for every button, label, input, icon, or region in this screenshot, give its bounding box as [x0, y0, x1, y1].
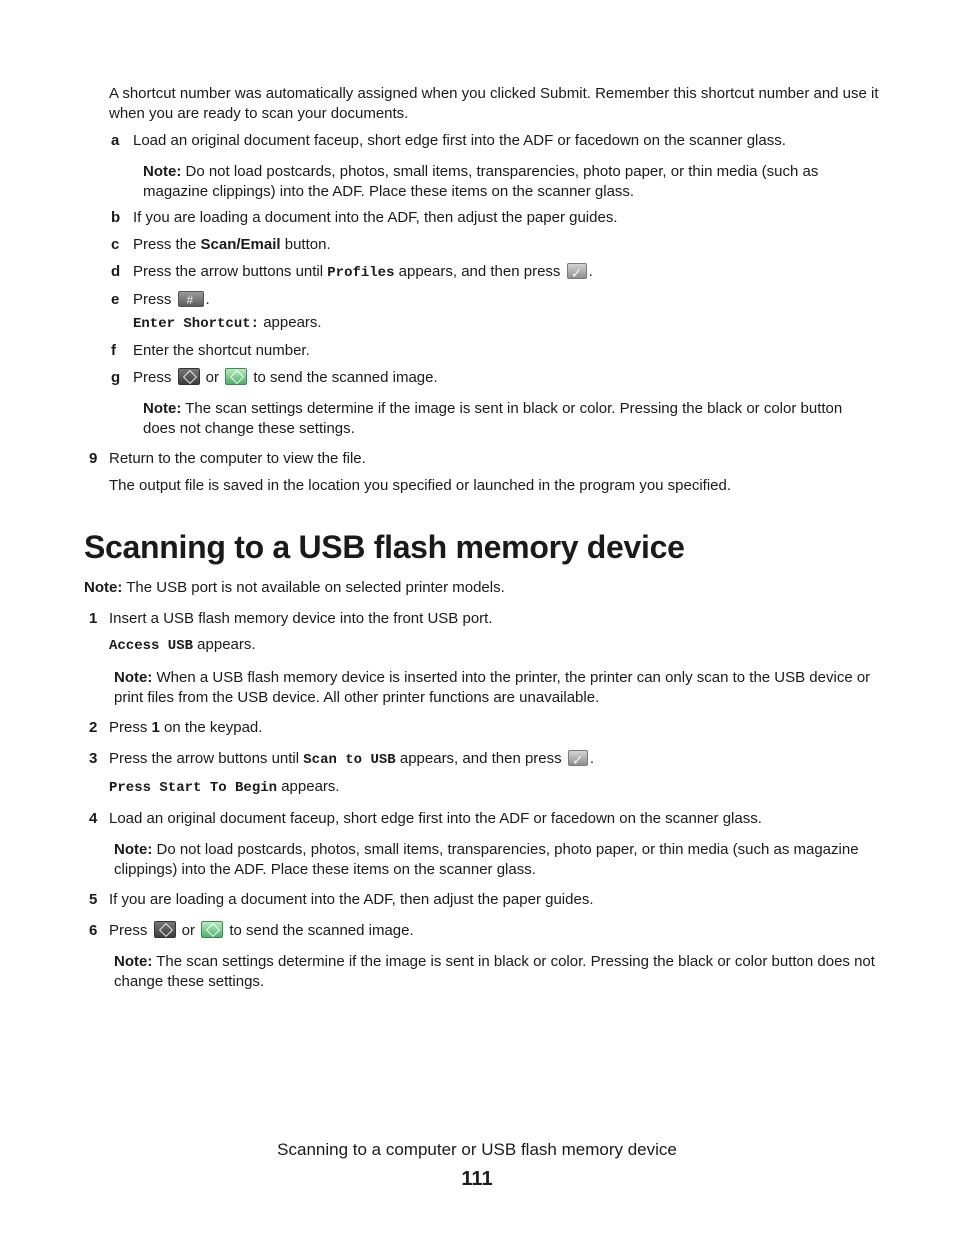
access-usb-display-text: Access USB — [109, 638, 194, 654]
black-start-button-icon — [154, 921, 176, 938]
press-start-post: appears. — [277, 778, 340, 795]
press-start-display-text: Press Start To Begin — [109, 780, 278, 796]
note-text: Do not load postcards, photos, small items, transparencies, photo paper, or thin media (such as magazine clippings) into the ADF. Place these items on the scanner glass. — [143, 163, 819, 200]
scan-to-usb-display-text: Scan to USB — [303, 752, 396, 768]
page-number: 111 — [461, 1168, 493, 1190]
step-3-pre: Press the arrow buttons until — [109, 750, 304, 767]
note-text: Do not load postcards, photos, small items, transparencies, photo paper, or thin media (such as magazine clippings) into the ADF. Place these items on the scanner glass. — [114, 841, 859, 878]
step-g-mid: or — [201, 369, 224, 386]
enter-shortcut-display-text: Enter Shortcut: — [133, 316, 260, 332]
step-c-post: button. — [280, 236, 331, 253]
note-adf-media-2 — [114, 840, 884, 880]
step-6-pre: Press — [109, 922, 152, 939]
step-text-d — [133, 262, 893, 283]
step-text-3 — [109, 749, 889, 770]
note-adf-media — [143, 162, 853, 202]
step-text-b: If you are loading a document into the ADF, then adjust the paper guides. — [133, 209, 618, 226]
intro-paragraph: A shortcut number was automatically assigned when you clicked Submit. Remember this shortcut number and use it when you are ready to scan your documents. — [109, 85, 879, 122]
black-start-button-icon — [178, 368, 200, 385]
step-text-1: Insert a USB flash memory device into the front USB port. — [109, 610, 493, 627]
keypad-key-1: 1 — [151, 719, 160, 736]
scan-email-button-name: Scan/Email — [200, 236, 281, 253]
step-text-a: Load an original document faceup, short edge first into the ADF or facedown on the scanner glass. — [133, 132, 786, 149]
step-label-b: b — [111, 209, 121, 226]
note-text: When a USB flash memory device is inserted into the printer, the printer can only scan to the USB device or print files from the USB device. All other printer functions are unavailable. — [114, 669, 871, 706]
step-text-g — [133, 368, 893, 388]
note-usb-port — [84, 578, 884, 598]
checkmark-button-icon — [568, 750, 588, 766]
step-d-post: appears, and then press — [394, 263, 565, 280]
step-9-sub: The output file is saved in the location you specified or launched in the program you specified. — [109, 477, 732, 494]
step-text-2 — [109, 718, 889, 738]
access-usb-line — [109, 635, 889, 656]
step-text-f: Enter the shortcut number. — [133, 342, 310, 359]
step-text-e — [133, 290, 893, 310]
step-label-1: 1 — [89, 610, 98, 627]
step-label-d: d — [111, 263, 121, 280]
step-e-pre: Press — [133, 291, 176, 308]
step-d-end: . — [588, 263, 593, 280]
step-c-pre: Press the — [133, 236, 201, 253]
enter-shortcut-post: appears. — [259, 314, 322, 331]
step-label-3: 3 — [89, 750, 98, 767]
hash-button-icon — [178, 291, 204, 307]
step-label-9: 9 — [89, 450, 98, 467]
note-text: The scan settings determine if the image is sent in black or color. Pressing the black or color button does not change these settings. — [143, 400, 843, 437]
note-usb-inserted — [114, 668, 884, 708]
step-3-post: appears, and then press — [395, 750, 566, 767]
note-label: Note: — [143, 400, 182, 417]
note-text: The scan settings determine if the image is sent in black or color. Pressing the black or color button does not change these settings. — [114, 953, 875, 990]
step-text-c — [133, 235, 893, 255]
step-text-5: If you are loading a document into the ADF, then adjust the paper guides. — [109, 891, 594, 908]
note-label: Note: — [114, 841, 153, 858]
note-label: Note: — [114, 669, 153, 686]
step-label-a: a — [111, 132, 120, 149]
note-label: Note: — [143, 163, 182, 180]
step-2-post: on the keypad. — [159, 719, 263, 736]
step-d-pre: Press the arrow buttons until — [133, 263, 328, 280]
note-text: The USB port is not available on selected printer models. — [122, 579, 505, 596]
step-3-end: . — [589, 750, 594, 767]
color-start-button-icon — [225, 368, 247, 385]
checkmark-button-icon — [567, 263, 587, 279]
profiles-display-text: Profiles — [327, 265, 395, 281]
step-text-4: Load an original document faceup, short edge first into the ADF or facedown on the scanner glass. — [109, 810, 762, 827]
enter-shortcut-line — [133, 313, 893, 334]
footer-chapter-title: Scanning to a computer or USB flash memory device — [277, 1140, 677, 1159]
note-label: Note: — [114, 953, 153, 970]
step-text-6 — [109, 921, 889, 941]
step-label-c: c — [111, 236, 120, 253]
note-label: Note: — [84, 579, 123, 596]
step-label-5: 5 — [89, 891, 98, 908]
step-label-6: 6 — [89, 922, 98, 939]
step-2-pre: Press — [109, 719, 152, 736]
step-g-pre: Press — [133, 369, 176, 386]
note-scan-settings-2 — [114, 952, 884, 992]
press-start-line — [109, 777, 889, 798]
step-6-mid: or — [177, 922, 200, 939]
color-start-button-icon — [201, 921, 223, 938]
step-text-9: Return to the computer to view the file. — [109, 450, 366, 467]
step-g-post: to send the scanned image. — [249, 369, 438, 386]
step-6-post: to send the scanned image. — [225, 922, 414, 939]
step-label-e: e — [111, 291, 120, 308]
note-scan-settings — [143, 399, 873, 439]
step-label-g: g — [111, 369, 121, 386]
access-usb-post: appears. — [193, 636, 256, 653]
section-title: Scanning to a USB flash memory device — [84, 529, 685, 565]
step-e-end: . — [205, 291, 210, 308]
step-label-2: 2 — [89, 719, 98, 736]
step-label-f: f — [111, 342, 116, 359]
step-label-4: 4 — [89, 810, 98, 827]
